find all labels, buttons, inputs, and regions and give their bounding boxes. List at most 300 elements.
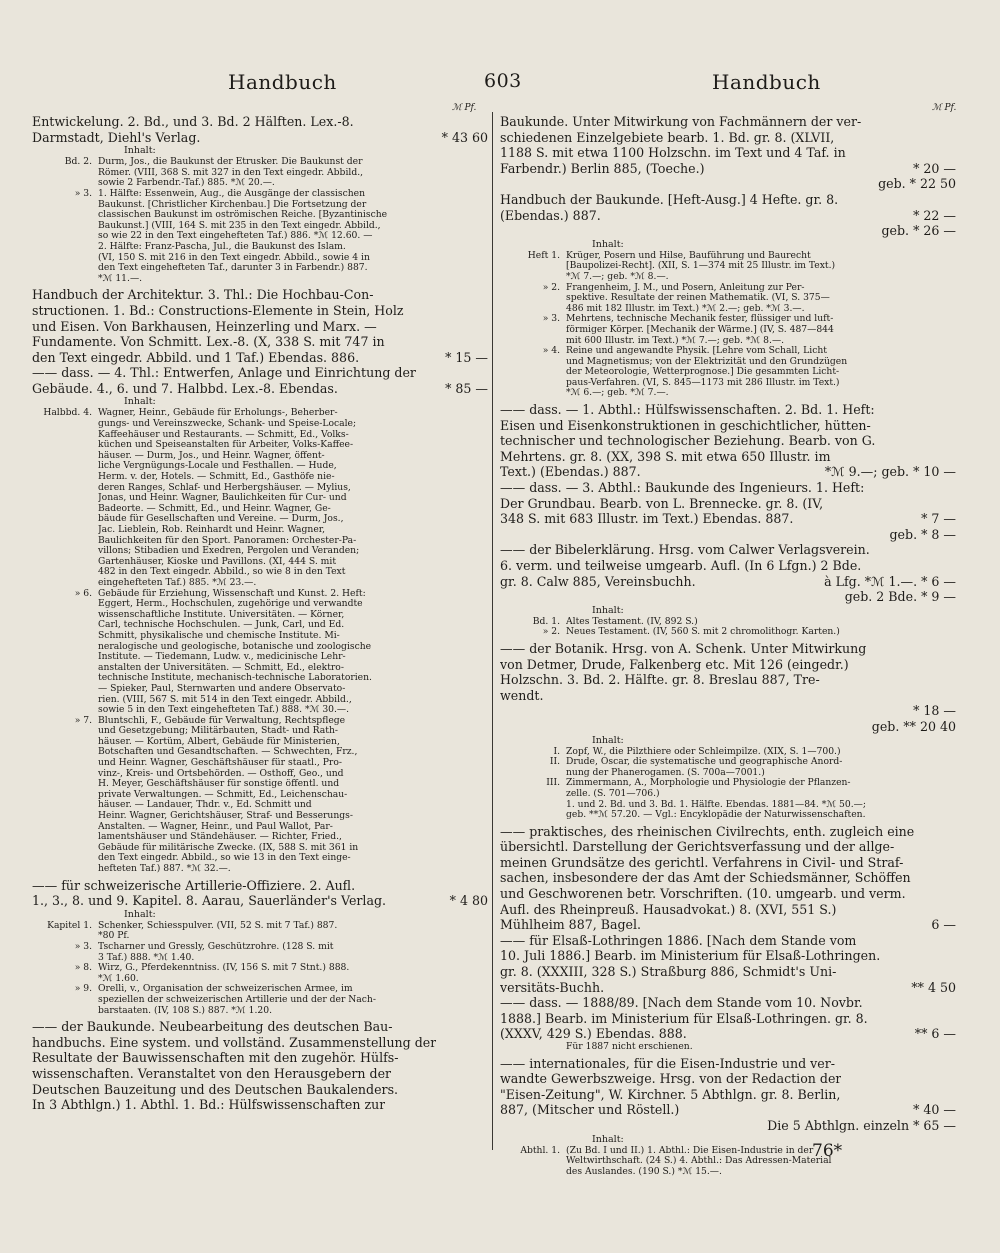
contents-text-line: Badeorte. — Schmitt, Ed., und Heinr. Wagner, Ge- (98, 503, 331, 514)
entry-text: Mühlheim 887, Bagel. (500, 917, 642, 933)
entry-price (482, 319, 488, 335)
contents-item-label: » 6. (74, 587, 92, 599)
contents-item-text (98, 921, 488, 942)
contents-text-line: 1. und 2. Bd. und 3. Bd. 1. Hälfte. Ebendas. 1881—84. *ℳ 50.—; (566, 799, 866, 810)
entry-price (482, 1097, 488, 1113)
entry-price (950, 1071, 956, 1087)
entry-line (500, 208, 956, 224)
entry-price: * 22 — (913, 207, 956, 223)
contents-item-label: » 9. (74, 983, 92, 995)
entry-text: übersichtl. Darstellung der Gerichtsverfassung und der allge- (500, 839, 895, 855)
entry-price: * 7 — (921, 511, 956, 527)
entry-line (500, 980, 956, 996)
contents-text-line: neralogische und geologische, botanische und zoologische (98, 641, 372, 652)
contents-label: Inhalt: (592, 238, 624, 250)
entry-line (500, 672, 956, 688)
entry-price: * 20 — (913, 160, 956, 176)
contents-text-line: Krüger, Posern und Hilse, Bauführung und Baurecht (566, 250, 811, 261)
contents-text-line: 486 mit 182 Illustr. im Text.) *ℳ 2.—; geb. *ℳ 3.—. (566, 303, 805, 314)
contents-text-line: gungs- und Vereinszwecke, Schank- und Speise-Locale; (98, 419, 357, 430)
contents-item-text (566, 251, 956, 283)
contents-text-line: förmiger Körper. [Mechanik der Wärme.] (IV, S. 487—844 (566, 324, 834, 335)
contents-text-line: Altes Testament. (IV, 892 S.) (566, 616, 698, 627)
entry-line (500, 1011, 956, 1027)
entry-price (950, 824, 956, 840)
contents-text-line: wissenschaftliche Institute. Universitäten. — Körner, (98, 609, 345, 620)
contents-item (500, 800, 956, 821)
entry-price (950, 433, 956, 449)
entry-price: à Lfg. *ℳ 1.—. * 6 — (824, 573, 956, 589)
contents-text-line: nung der Phanerogamen. (S. 700a—7001.) (566, 767, 765, 778)
entry-price (950, 480, 956, 496)
entry-text: Deutschen Bauzeitung und des Deutschen Baukalenders. (32, 1081, 399, 1097)
entry-line (500, 511, 956, 527)
contents-text-line: deren Ranges, Schlaf- und Herbergshäuser. — Mylius, (98, 482, 351, 493)
contents-item-label: » 3. (74, 940, 92, 952)
entry-price: geb. * 22 50 (878, 176, 956, 192)
entry-text: meinen Grundsätze des gerichtl. Verfahrens in Civil- und Straf- (500, 854, 904, 870)
entry-price (950, 449, 956, 465)
contents-item-text (98, 716, 488, 875)
contents-item-text (98, 157, 488, 189)
entry-price: * 15 — (445, 349, 488, 365)
contents-text-line: Heinr. Wagner, Gerichtshäuser, Straf- und Besserungs- (98, 811, 353, 822)
contents-text-line: (VI, 150 S. mit 216 in den Text eingedr. Abbild., sowie 4 in (98, 252, 370, 263)
entry-text: wandte Gewerbszweige. Hrsg. von der Redaction der (500, 1071, 842, 1087)
contents-text-line: Carl, technische Hochschulen. — Junk, Carl, und Ed. (98, 620, 345, 631)
entry-price (482, 1082, 488, 1098)
entry-price (482, 1019, 488, 1035)
contents-text-line: lamentshäuser und Ständehäuser. — Richter, Fried., (98, 832, 342, 843)
entry-line (500, 418, 956, 434)
entry-price: * 18 — (913, 703, 956, 719)
contents-list (500, 617, 956, 638)
contents-item (32, 157, 488, 189)
contents-text-line: bäude für Gesellschaften und Vereine. — Durm, Jos., (98, 514, 344, 525)
contents-text-line: Römer. (VIII, 368 S. mit 327 in den Text eingedr. Abbild., (98, 167, 364, 178)
entry-line (32, 1019, 488, 1035)
entry-line (32, 1066, 488, 1082)
entry-text: (XXXV, 429 S.) Ebendas. 888. (500, 1026, 687, 1042)
contents-text-line: Bluntschli, F., Gebäude für Verwaltung, Rechtspflege (98, 715, 346, 726)
contents-text-line: der Meteorologie, Wetterprognose.] Die gesammten Licht- (566, 367, 840, 378)
contents-item-text (566, 1146, 956, 1178)
contents-text-line: Durm, Jos., die Baukunst der Etrusker. Die Baukunst der (98, 157, 363, 168)
entry-line (500, 402, 956, 418)
entry-line (500, 688, 956, 704)
entry-line (500, 917, 956, 933)
contents-text-line: paus-Verfahren. (VI, S. 845—1173 mit 286 Illustr. im Text.) (566, 377, 840, 388)
contents-item-label: Kapitel 1. (47, 919, 92, 931)
entry-text: Aufl. des Rheinpreuß. Hausadvokat.) 8. (XVI, 551 S.) (500, 901, 837, 917)
contents-list (32, 408, 488, 874)
entry-text: schiedenen Einzelgebiete bearb. 1. Bd. gr. 8. (XLVII, (500, 129, 835, 145)
contents-item-label: » 8. (74, 962, 92, 974)
entry-text: Mehrtens. gr. 8. (XX, 398 S. mit etwa 650 Illustr. im (500, 448, 831, 464)
contents-text-line: häuser. — Landauer, Thdr. v., Ed. Schmitt und (98, 800, 312, 811)
entry-price (950, 886, 956, 902)
contents-item-text (98, 408, 488, 588)
entry-line (32, 334, 488, 350)
catalog-entry (32, 1019, 488, 1113)
entry-line (500, 964, 956, 980)
entry-line (32, 1035, 488, 1051)
contents-item (32, 942, 488, 963)
contents-text-line: [Baupolizei-Recht]. (XII, S. 1—374 mit 25 Illustr. im Text.) (566, 261, 836, 272)
entry-text: Handbuch der Baukunde. [Heft-Ausg.] 4 Hefte. gr. 8. (500, 191, 839, 207)
entry-price (482, 878, 488, 894)
entry-line (500, 933, 956, 949)
contents-item-text (566, 778, 956, 799)
contents-text-line: villons; Stibadien und Exedren, Pergolen und Veranden; (98, 546, 360, 557)
contents-label: Inhalt: (592, 734, 624, 746)
contents-item (500, 778, 956, 799)
entry-line (500, 641, 956, 657)
entry-text: Resultate der Bauwissenschaften mit den zugehör. Hülfs- (32, 1050, 399, 1066)
contents-item-text (98, 963, 488, 984)
catalog-entry (500, 824, 956, 1042)
entry-line (32, 350, 488, 366)
entry-price (950, 902, 956, 918)
entry-text: sachen, insbesondere der das Amt der Schiedsmänner, Schöffen (500, 870, 911, 886)
entry-price (950, 1056, 956, 1072)
contents-text-line: den Text eingedr. Abbild., so wie 13 in den Text einge- (98, 853, 351, 864)
contents-item (500, 283, 956, 315)
entry-price (950, 672, 956, 688)
contents-text-line: *ℳ 7.—; geb. *ℳ 8.—. (566, 271, 669, 282)
entry-text: den Text eingedr. Abbild. und 1 Taf.) Ebendas. 886. (32, 349, 360, 365)
contents-item (500, 251, 956, 283)
entry-price: Die 5 Abthlgn. einzeln * 65 — (767, 1117, 956, 1133)
entry-line (500, 496, 956, 512)
entry-price (950, 964, 956, 980)
contents-text-line: 1. Hälfte: Essenwein, Aug., die Ausgänge der classischen (98, 188, 365, 199)
entry-text: In 3 Abthlgn.) 1. Abthl. 1. Bd.: Hülfswissenschaften zur (32, 1097, 386, 1113)
contents-text-line: Wagner, Heinr., Gebäude für Erholungs-, Beherber- (98, 408, 338, 419)
entry-text: Text.) (Ebendas.) 887. (500, 464, 641, 480)
entry-price: *ℳ 9.—; geb. * 10 — (824, 464, 956, 480)
entry-text: —— der Botanik. Hrsg. von A. Schenk. Unter Mitwirkung (500, 640, 867, 656)
entry-line (500, 114, 956, 130)
contents-text-line: häuser. — Kortüm, Albert, Gebäude für Ministerien, (98, 736, 340, 747)
entry-text: versitäts-Buchh. (500, 979, 605, 995)
entry-text: Darmstadt, Diehl's Verlag. (32, 129, 201, 145)
contents-text-line: Zimmermann, A., Morphologie und Physiologie der Pflanzen- (566, 778, 851, 789)
contents-text-line: Gebäude für militärische Zwecke. (IX, 588 S. mit 361 in (98, 842, 359, 853)
entry-text: 6. verm. und teilweise umgearb. Aufl. (In 6 Lfgn.) 2 Bde. (500, 558, 862, 573)
entry-line (500, 1071, 956, 1087)
contents-label: Inhalt: (124, 145, 156, 157)
entry-line (500, 703, 956, 719)
entry-price: * 40 — (913, 1102, 956, 1118)
contents-item-label: » 2. (542, 626, 560, 638)
entry-line (500, 948, 956, 964)
entry-text: 10. Juli 1886.] Bearb. im Ministerium für Elsaß-Lothringen. (500, 948, 881, 964)
entry-price (482, 114, 488, 130)
contents-list (500, 1042, 956, 1053)
contents-text-line: Reine und angewandte Physik. [Lehre vom Schall, Licht (566, 346, 827, 357)
contents-item-text (566, 314, 956, 346)
entry-text: 887, (Mitscher und Röstell.) (500, 1102, 680, 1118)
contents-text-line: Jac. Lieblein, Rob. Reinhardt und Heinr. Wagner, (98, 525, 326, 535)
contents-item-label: II. (549, 756, 560, 768)
contents-text-line: häuser. — Durm, Jos., und Heinr. Wagner, öffent- (98, 450, 325, 461)
contents-text-line: sowie 2 Farbendr.-Taf.) 885. *ℳ 20.—. (98, 178, 275, 189)
contents-item-text (98, 589, 488, 716)
entry-text: 1., 3., 8. und 9. Kapitel. 8. Aarau, Sauerländer's Verlag. (32, 893, 387, 909)
entry-text: —— dass. — 1888/89. [Nach dem Stande vom 10. Novbr. (500, 995, 863, 1011)
contents-text-line: vinz-, Kreis- und Ortsbehörden. — Osthoff, Geo., und (98, 768, 344, 779)
contents-text-line: zelle. (S. 701—706.) (566, 788, 660, 799)
contents-item-text (566, 757, 956, 778)
entry-line (500, 145, 956, 161)
entry-price (482, 334, 488, 350)
catalog-entry (32, 878, 488, 909)
entry-text: —— dass. — 3. Abthl.: Baukunde des Ingenieurs. 1. Heft: (500, 480, 865, 496)
contents-text-line: Weltwirthschaft. (24 S.) 4. Abthl.: Das Adressen-Material (566, 1156, 832, 1167)
catalog-entry (500, 114, 956, 239)
entry-price (950, 855, 956, 871)
contents-text-line: den Text eingehefteten Taf., darunter 3 in Farbendr.) 887. (98, 263, 368, 274)
contents-text-line: spektive. Resultate der reinen Mathematik. (VI, S. 375— (566, 293, 830, 304)
entry-text: 348 S. mit 683 Illustr. im Text.) Ebendas. 887. (500, 511, 794, 527)
entry-text: Holzschn. 3. Bd. 2. Hälfte. gr. 8. Breslau 887, Tre- (500, 672, 820, 688)
entry-text: —— der Baukunde. Neubearbeitung des deutschen Bau- (32, 1019, 393, 1035)
catalog-entry (500, 641, 956, 735)
entry-price: 6 — (931, 917, 956, 933)
contents-item-label: Halbbd. 4. (43, 407, 92, 419)
entry-price (950, 1087, 956, 1103)
contents-item (500, 314, 956, 346)
contents-text-line: Schmitt, physikalische und chemische Institute. Mi- (98, 630, 340, 641)
contents-label: Inhalt: (124, 396, 156, 408)
contents-text-line: Neues Testament. (IV, 560 S. mit 2 chromolithogr. Karten.) (566, 627, 840, 638)
contents-text-line: 3 Taf.) 888. *ℳ 1.40. (98, 952, 195, 963)
contents-text-line: speziellen der schweizerischen Artillerie und der der Nach- (98, 994, 376, 1005)
contents-text-line: sowie 5 in den Text eingehefteten Taf.) 888. *ℳ 30.—. (98, 705, 350, 716)
entry-text: Der Grundbau. Bearb. von L. Brennecke. gr. 8. (IV, (500, 495, 824, 511)
entry-price (950, 558, 956, 574)
entry-line (32, 1082, 488, 1098)
contents-text-line: küchen und Speiseanstalten für Arbeiter, Volks-Kaffee- (98, 440, 354, 451)
contents-text-line: Zopf, W., die Pilzthiere oder Schleimpilze. (XIX, S. 1—700.) (566, 746, 841, 757)
contents-text-line: Kaffeehäuser und Restaurants. — Schmitt, Ed., Volks- (98, 429, 349, 440)
contents-text-line: Tscharner und Gressly, Geschützrohre. (128 S. mit (98, 941, 334, 952)
entry-line (500, 223, 956, 239)
entry-price: geb. 2 Bde. * 9 — (844, 589, 956, 605)
entry-price (950, 542, 956, 558)
entry-text: Handbuch der Architektur. 3. Thl.: Die Hochbau-Con- (32, 287, 374, 303)
entry-line (500, 824, 956, 840)
contents-text-line: und Heinr. Wagner, Geschäftshäuser für staatl., Pro- (98, 758, 342, 769)
entry-line (500, 192, 956, 208)
contents-item-label: III. (546, 777, 560, 789)
entry-line (500, 855, 956, 871)
contents-text-line: des Auslandes. (190 S.) *ℳ 15.—. (566, 1166, 722, 1177)
contents-text-line: Schenker, Schiesspulver. (VII, 52 S. mit 7 Taf.) 887. (98, 920, 338, 931)
entry-line (500, 1026, 956, 1042)
contents-item-text (566, 1042, 956, 1053)
entry-price: ** 4 50 (911, 979, 956, 995)
contents-item (32, 963, 488, 984)
entry-line (500, 1102, 956, 1118)
entry-line (32, 381, 488, 397)
entry-line (32, 287, 488, 303)
spacer (500, 1177, 956, 1180)
entry-price (950, 402, 956, 418)
contents-text-line: Institute. — Tiedemann, Ludw. v., medicinische Lehr- (98, 652, 346, 663)
entry-text: 1188 S. mit etwa 1100 Holzschn. im Text und 4 Taf. in (500, 145, 846, 161)
contents-text-line: so wie 22 in den Text eingehefteten Taf.) 886. *ℳ 12.60. — (98, 231, 373, 242)
contents-text-line: Jonas, und Heinr. Wagner, Baulichkeiten für Cur- und (98, 493, 347, 504)
entry-price (482, 303, 488, 319)
contents-item-label: Heft 1. (527, 249, 560, 261)
entry-text: und Geschworenen betr. Vorschriften. (10. umgearb. und verm. (500, 886, 906, 902)
contents-text-line: *ℳ 1.60. (98, 973, 139, 984)
entry-text: —— der Bibelerklärung. Hrsg. vom Calwer Verlagsverein. (500, 542, 870, 558)
contents-list (32, 921, 488, 1016)
entry-text: (Ebendas.) 887. (500, 207, 601, 223)
entry-line (32, 893, 488, 909)
entry-text: —— praktisches, des rheinischen Civilrechts, enth. zugleich eine (500, 823, 915, 839)
contents-list (500, 251, 956, 399)
entry-line (500, 542, 956, 558)
entry-text: —— für Elsaß-Lothringen 1886. [Nach dem Stande vom (500, 932, 857, 948)
contents-item-text (566, 346, 956, 399)
entry-price (950, 688, 956, 704)
entry-line (500, 719, 956, 735)
entry-line (500, 902, 956, 918)
entry-price (482, 365, 488, 381)
contents-text-line: H. Meyer, Geschäftshäuser für sonstige öffentl. und (98, 779, 340, 790)
entry-text: Farbendr.) Berlin 885, (Toeche.) (500, 160, 705, 176)
entry-price (482, 1050, 488, 1066)
entry-line (500, 480, 956, 496)
contents-text-line: *ℳ 6.—; geb. *ℳ 7.—. (566, 388, 669, 399)
entry-line (500, 527, 956, 543)
contents-item (32, 589, 488, 716)
entry-price: * 85 — (445, 380, 488, 396)
contents-item (500, 627, 956, 638)
entry-text: wissenschaften. Veranstaltet von den Herausgebern der (32, 1065, 392, 1081)
entry-line (500, 657, 956, 673)
contents-text-line: und Magnetismus; von der Elektrizität und den Grundzügen (566, 356, 848, 367)
signature-mark: 76* (812, 1141, 843, 1161)
page-number: 603 (484, 70, 522, 92)
entry-line (32, 365, 488, 381)
contents-item-label: » 3. (74, 187, 92, 199)
entry-line (32, 114, 488, 130)
entry-price (950, 933, 956, 949)
entry-text: —— internationales, für die Eisen-Industrie und ver- (500, 1055, 835, 1071)
contents-text-line: geb. **ℳ 57.20. — Vgl.: Encyklopädie der Naturwissenschaften. (566, 810, 866, 821)
contents-item-label: » 7. (74, 714, 92, 726)
contents-text-line: hefteten Taf.) 887. *ℳ 32.—. (98, 864, 231, 874)
entry-line (500, 130, 956, 146)
contents-text-line: Drude, Oscar, die systematische und geographische Anord- (566, 757, 843, 768)
contents-item-text (566, 800, 956, 821)
entry-line (32, 319, 488, 335)
contents-label: Inhalt: (592, 604, 624, 616)
entry-price (950, 130, 956, 146)
contents-text-line: 482 in den Text eingedr. Abbild., so wie 8 in den Text (98, 567, 346, 578)
contents-item-text (566, 283, 956, 315)
contents-text-line: Für 1887 nicht erschienen. (566, 1042, 693, 1052)
contents-list (32, 157, 488, 284)
contents-item (32, 716, 488, 875)
entry-price: * 43 60 (441, 129, 488, 145)
entry-price (950, 192, 956, 208)
entry-line (32, 1097, 488, 1113)
right-column (500, 114, 956, 1180)
entry-text: gr. 8. Calw 885, Vereinsbuchh. (500, 573, 696, 589)
contents-item-label (500, 800, 566, 821)
entry-line (500, 1056, 956, 1072)
catalog-entry (32, 287, 488, 396)
entry-price: * 4 80 (449, 893, 488, 909)
contents-item (32, 984, 488, 1016)
contents-item (500, 617, 956, 628)
contents-item (32, 921, 488, 942)
entry-line (32, 1050, 488, 1066)
contents-text-line: barstaaten. (IV, 108 S.) 887. *ℳ 1.20. (98, 1005, 273, 1016)
entry-price (950, 948, 956, 964)
contents-text-line: Eggert, Herm., Hochschulen, zugehörige und verwandte (98, 599, 363, 610)
entry-price (950, 641, 956, 657)
catalog-entry (500, 402, 956, 605)
entry-price (950, 145, 956, 161)
contents-item (500, 1042, 956, 1053)
entry-text: Eisen und Eisenkonstruktionen in geschichtlicher, hütten- (500, 417, 871, 433)
entry-text: 1888.] Bearb. im Ministerium für Elsaß-Lothringen. gr. 8. (500, 1010, 868, 1026)
contents-item (500, 346, 956, 399)
entry-line (32, 303, 488, 319)
contents-text-line: liche Vergnügungs-Locale und Festhallen. — Hude, (98, 461, 337, 472)
contents-item-label: I. (553, 745, 560, 757)
entry-text: handbuchs. Eine system. und vollständ. Zusammenstellung der (32, 1034, 437, 1050)
contents-text-line: Gebäude für Erziehung, Wissenschaft und Kunst. 2. Heft: (98, 588, 366, 599)
contents-label: Inhalt: (124, 908, 156, 920)
entry-price (950, 995, 956, 1011)
contents-text-line: rien. (VIII, 567 S. mit 514 in den Text eingedr. Abbild., (98, 694, 352, 705)
contents-text-line: Baukunst. [Christlicher Kirchenbau.] Die Fortsetzung der (98, 199, 367, 210)
entry-price (950, 1011, 956, 1027)
entry-line (500, 839, 956, 855)
entry-text: Entwickelung. 2. Bd., und 3. Bd. 2 Hälften. Lex.-8. (32, 114, 354, 129)
contents-item-text (98, 984, 488, 1016)
entry-price (482, 287, 488, 303)
contents-item-text (566, 617, 956, 628)
contents-item-label: Bd. 1. (532, 615, 560, 627)
contents-text-line: Anstalten. — Wagner, Heinr., und Paul Wallot, Par- (98, 821, 333, 832)
catalog-entry (500, 1056, 956, 1134)
entry-line (500, 886, 956, 902)
entry-price: ** 6 — (914, 1026, 956, 1042)
contents-item (32, 408, 488, 588)
contents-text-line: — Spieker, Paul, Sternwarten und andere Observato- (98, 683, 346, 694)
entry-text: —— für schweizerische Artillerie-Offiziere. 2. Aufl. (32, 877, 356, 893)
entry-price: geb. * 26 — (881, 223, 956, 239)
contents-list (500, 747, 956, 821)
running-head-left: Handbuch (228, 70, 337, 94)
entry-text: gr. 8. (XXXIII, 328 S.) Straßburg 886, Schmidt's Uni- (500, 964, 837, 980)
contents-text-line: private Verwaltungen. — Schmitt, Ed., Leichenschau- (98, 789, 348, 800)
contents-text-line: *ℳ 11.—. (98, 273, 143, 284)
contents-text-line: anstalten der Universitäten. — Schmitt, Ed., elektro- (98, 662, 344, 673)
contents-text-line: classischen Baukunst im oströmischen Reiche. [Byzantinische (98, 210, 388, 221)
entry-price (950, 657, 956, 673)
contents-item-label: Abthl. 1. (520, 1144, 560, 1156)
